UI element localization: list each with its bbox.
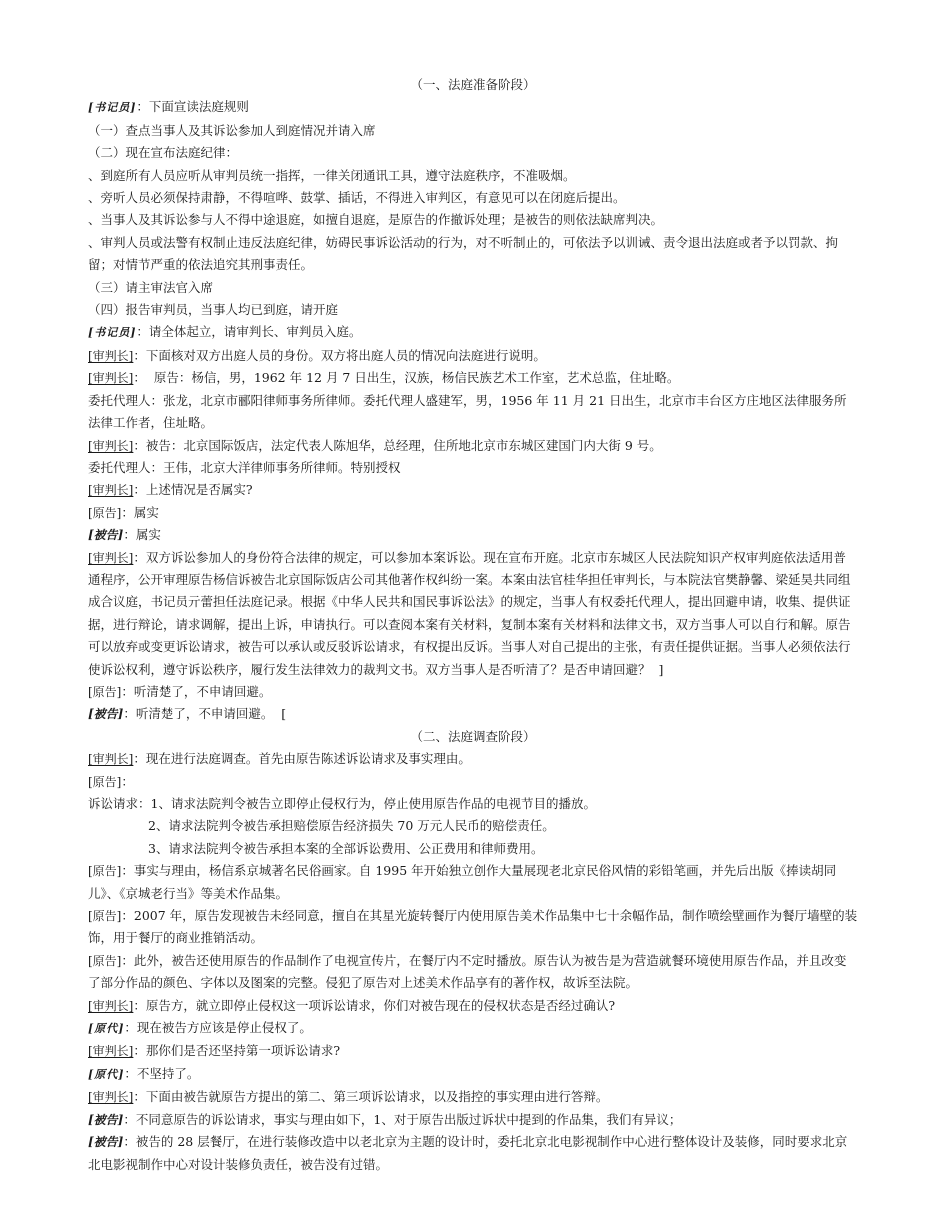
paragraph — [88, 793, 858, 815]
speaker-label: [原告] — [88, 774, 122, 789]
line-text: 、当事人及其诉讼参与人不得中途退庭，如擅自退庭，是原告的作撤诉处理；是被告的则依法缺席判决。 — [88, 212, 664, 228]
speaker-label: [原代] — [88, 1022, 125, 1036]
speaker-label: [审判长] — [88, 1090, 134, 1105]
speaker-label: [原告] — [88, 909, 122, 924]
paragraph — [88, 187, 858, 209]
speaker-label: [审判长] — [88, 1044, 134, 1059]
speaker-line — [88, 1017, 858, 1040]
speaker-label: [原告] — [88, 505, 122, 520]
speaker-line — [88, 950, 858, 995]
speaker-label: [原告] — [88, 953, 122, 968]
line-text: 、旁听人员必须保持肃静，不得喧哗、鼓掌、插话，不得进入审判区，有意见可以在闭庭后提出。 — [88, 190, 626, 206]
line-text: （三）请主审法官入席 — [88, 279, 214, 295]
paragraph — [88, 120, 858, 142]
line-text: （四）报告审判员，当事人均已到庭，请开庭 — [88, 302, 339, 318]
line-text: ：被告的 28 层餐厅，在进行装修改造中以老北京为主题的设计时，委托北京北电影视制作中心进行整体设计及装修，同时要求北京北电影视制作中心对设计装修负责任，被告没有过错。 — [88, 1134, 848, 1172]
line-text: ：请全体起立，请审判长、审判员入庭。 — [136, 324, 362, 340]
line-text: （一、法庭准备阶段） — [410, 77, 536, 92]
paragraph — [88, 277, 858, 299]
speaker-label: [审判长] — [88, 438, 134, 453]
line-text: ：双方诉讼参加人的身份符合法律的规定，可以参加本案诉讼。现在宣布开庭。北京市东城区人民法院知识产权审判庭依法适用普通程序，公开审理原告杨信诉被告北京国际饭店公司其他著作权纠纷一案。本案由法官桂华担任审判长，与本院法官樊静馨、梁延昊共同组成合议庭，书记员亓蕾担任法庭记录。根据《中华人民共和国民事诉讼法》的规定，当事人有权委托代理人，提出回避申请，收集、提供证据，进行辩论，请求调解，提出上诉，申请执行。可以查阅本案有关材料，复制本案有关材料和法律文书，双方当事人可以自行和解。原告可以放弃或变更诉讼请求，被告可以承认或反驳诉讼请求，有权提出反诉。当事人对自己提出的主张，有责任提供证据。当事人必须依法行使诉讼权利，遵守诉讼秩序，履行发生法律效力的裁判文书。双方当事人是否听清了？是否申请回避？ ] — [88, 549, 851, 677]
line-text: ：听清楚了，不申请回避。 — [121, 683, 272, 699]
line-text: 3、请求法院判令被告承担本案的全部诉讼费用、公正费用和律师费用。 — [148, 840, 544, 856]
line-text: ：不同意原告的诉讼请求，事实与理由如下，1、对于原告出版过诉状中提到的作品集，我们有异议； — [123, 1111, 682, 1127]
line-text: ： — [121, 773, 134, 789]
line-text: ： 原告：杨信，男，1962 年 12 月 7 日出生，汉族，杨信民族艺术工作室，艺术总监，住址略。 — [133, 370, 680, 386]
speaker-line — [88, 905, 858, 950]
court-transcript — [88, 74, 858, 1176]
speaker-line — [88, 995, 858, 1017]
speaker-line — [88, 367, 858, 389]
line-text: ：原告方，就立即停止侵权这一项诉讼请求，你们对被告现在的侵权状态是否经过确认? — [133, 997, 616, 1013]
speaker-label: [审判长] — [88, 483, 134, 498]
line-text: ：属实 — [123, 527, 161, 543]
claim-item — [88, 815, 858, 837]
line-text: （一）查点当事人及其诉讼参加人到庭情况并请入席 — [88, 122, 376, 138]
speaker-label: [审判长] — [88, 752, 134, 767]
speaker-line — [88, 479, 858, 501]
line-text: （二）现在宣布法庭纪律： — [88, 145, 239, 161]
section-heading — [88, 726, 858, 748]
speaker-line — [88, 524, 858, 546]
speaker-line — [88, 860, 858, 905]
speaker-line — [88, 1063, 858, 1086]
speaker-line — [88, 502, 858, 524]
speaker-label: [被告] — [88, 707, 124, 722]
speaker-label: [被告] — [88, 1135, 124, 1150]
speaker-line — [88, 1109, 858, 1131]
speaker-label: [审判长] — [88, 371, 134, 386]
line-text: ：现在进行法庭调查。首先由原告陈述诉讼请求及事实理由。 — [133, 751, 471, 767]
line-text: 、审判人员或法警有权制止违反法庭纪律，妨碍民事诉讼活动的行为，对不听制止的，可依法予以训诫、责令退出法庭或者予以罚款、拘留；对情节严重的依法追究其刑事责任。 — [88, 234, 839, 273]
line-text: ：上述情况是否属实? — [133, 482, 253, 498]
line-text: ：下面由被告就原告方提出的第二、第三项诉讼请求，以及指控的事实理由进行答辩。 — [133, 1089, 609, 1105]
speaker-line — [88, 435, 858, 457]
speaker-line — [88, 703, 858, 725]
line-text: ：下面核对双方出庭人员的身份。双方将出庭人员的情况向法庭进行说明。 — [133, 347, 546, 363]
line-text: 诉讼请求：1、请求法院判令被告立即停止侵权行为，停止使用原告作品的电视节目的播放。 — [88, 796, 596, 811]
speaker-line — [88, 547, 858, 681]
line-text: ：被告：北京国际饭店，法定代表人陈旭华，总经理，住所地北京市东城区建国门内大街 9 号。 — [133, 437, 662, 453]
line-text: ：现在被告方应该是停止侵权了。 — [124, 1020, 312, 1036]
line-text: ：不坚持了。 — [124, 1065, 200, 1081]
speaker-line — [88, 1040, 858, 1062]
line-text: （二、法庭调查阶段） — [410, 728, 536, 744]
line-text: ：属实 — [121, 504, 159, 520]
speaker-label: [原告] — [88, 864, 122, 879]
paragraph — [88, 390, 858, 435]
speaker-label: [书记员] — [88, 326, 137, 340]
claim-item — [88, 838, 858, 860]
speaker-line — [88, 681, 858, 703]
line-text: ：此外，被告还使用原告的作品制作了电视宣传片，在餐厅内不定时播放。原告认为被告是为营造就餐环境使用原告作品，并且改变了部分作品的颜色、字体以及图案的完整。侵犯了原告对上述美术作品享有的著作权，故诉至法院。 — [88, 952, 847, 991]
line-text: ：事实与理由，杨信系京城著名民俗画家。自 1995 年开始独立创作大量展现老北京民俗风情的彩铅笔画，并先后出版《捧读胡同儿》、《京城老行当》等美术作品集。 — [88, 863, 837, 901]
speaker-label: [原代] — [88, 1067, 125, 1081]
section-heading — [88, 74, 858, 96]
paragraph — [88, 165, 858, 187]
speaker-label: [审判长] — [88, 348, 134, 363]
line-text: 、到庭所有人员应听从审判员统一指挥，一律关闭通讯工具，遵守法庭秩序，不准吸烟。 — [88, 167, 576, 183]
paragraph — [88, 142, 858, 164]
paragraph — [88, 299, 858, 321]
paragraph — [88, 232, 858, 277]
line-text: ：2007 年，原告发现被告未经同意，擅自在其星光旋转餐厅内使用原告美术作品集中七十余幅作品，制作喷绘壁画作为餐厅墙壁的装饰，用于餐厅的商业推销活动。 — [88, 908, 858, 946]
line-text: ：下面宣读法庭规则 — [136, 99, 249, 115]
line-text: 委托代理人：张龙，北京市郦阳律师事务所律师。委托代理人盛建军，男，1956 年 11 月 21 日出生，北京市丰台区方庄地区法律服务所法律工作者，住址略。 — [88, 392, 847, 431]
speaker-line — [88, 1086, 858, 1108]
line-text: 委托代理人：王伟，北京大洋律师事务所律师。特别授权 — [88, 459, 401, 475]
paragraph — [88, 457, 858, 479]
speaker-line — [88, 748, 858, 770]
speaker-label: [书记员] — [88, 101, 137, 115]
speaker-label: [被告] — [88, 528, 124, 543]
speaker-label: [审判长] — [88, 550, 134, 565]
speaker-line — [88, 771, 858, 793]
speaker-line — [88, 321, 858, 344]
line-text: ：那你们是否还坚持第一项诉讼请求? — [133, 1043, 341, 1059]
paragraph — [88, 209, 858, 231]
speaker-label: [被告] — [88, 1112, 124, 1127]
speaker-label: [原告] — [88, 684, 122, 699]
line-text: ：听清楚了，不申请回避。 [ — [123, 706, 287, 722]
speaker-line — [88, 1131, 858, 1176]
speaker-line — [88, 96, 858, 119]
speaker-line — [88, 345, 858, 367]
line-text: 2、请求法院判令被告承担赔偿原告经济损失 70 万元人民币的赔偿责任。 — [148, 818, 555, 834]
speaker-label: [审判长] — [88, 998, 134, 1013]
